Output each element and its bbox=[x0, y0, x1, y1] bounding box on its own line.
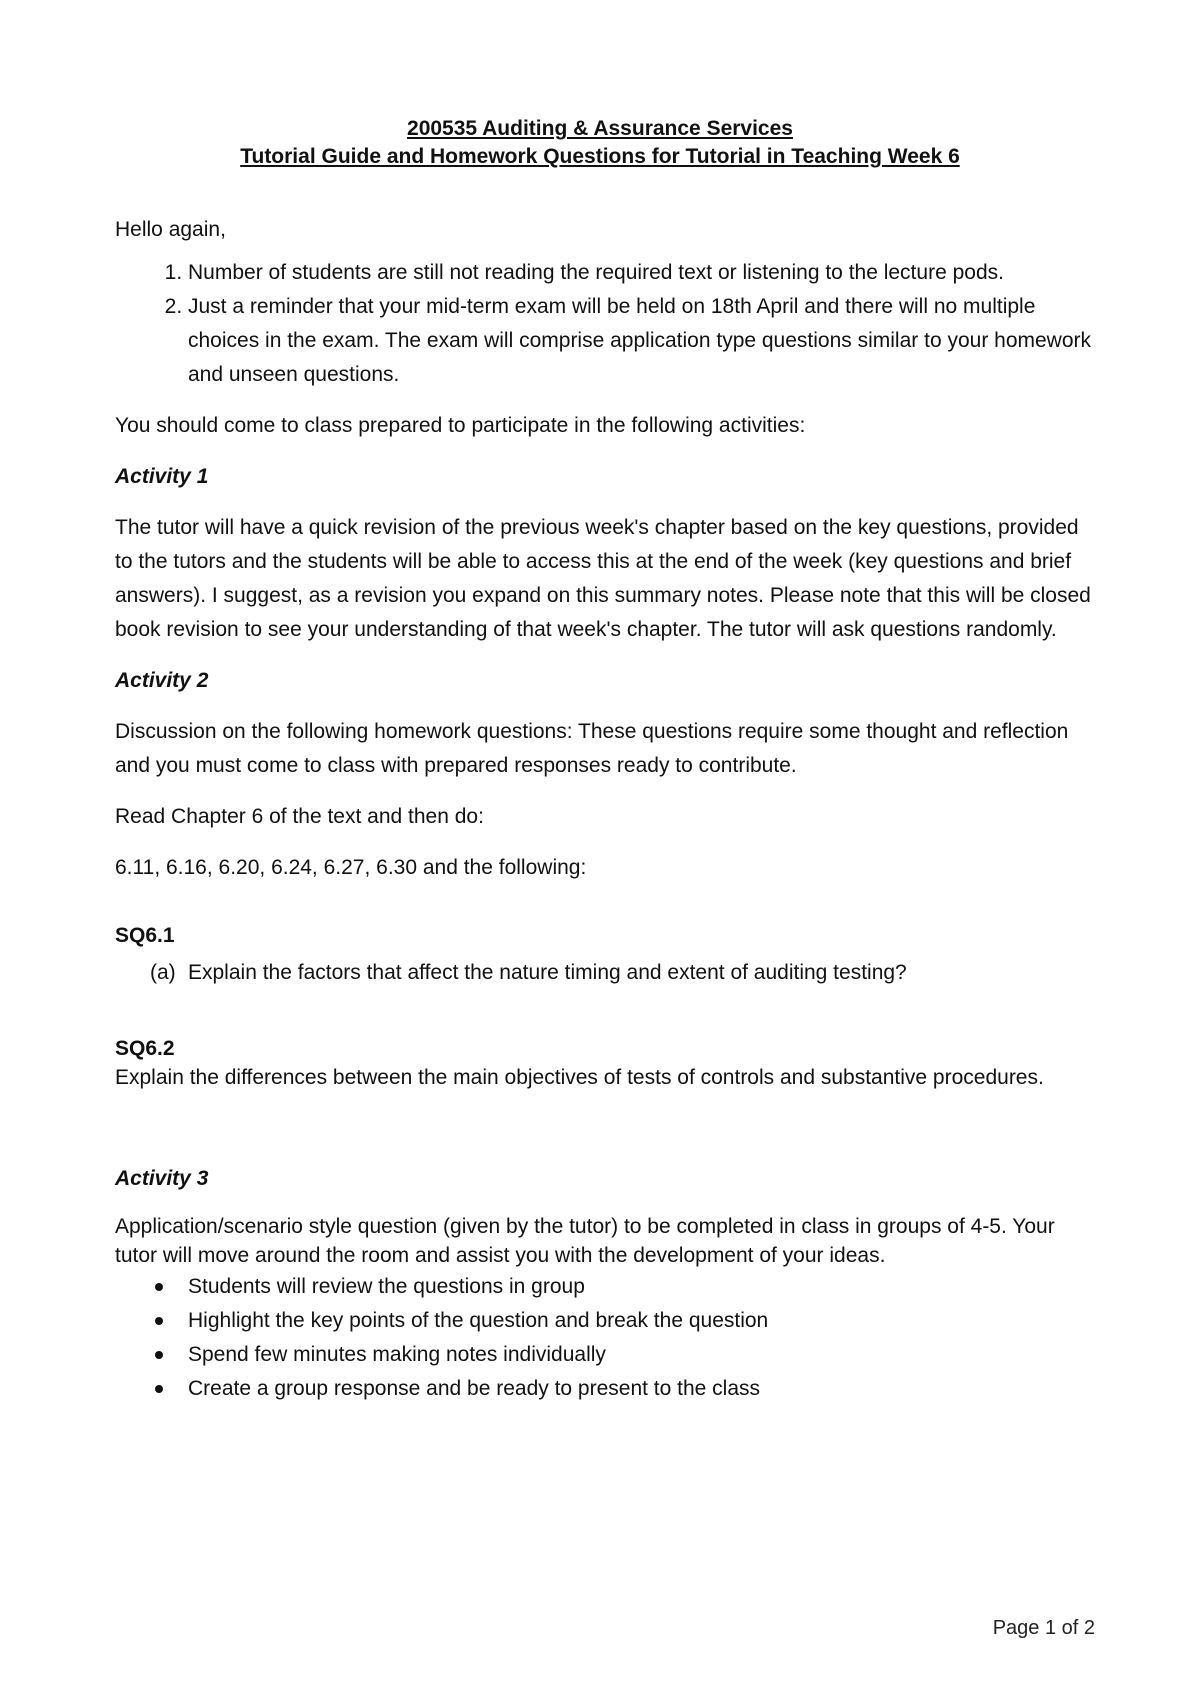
intro-text: You should come to class prepared to participate in the following activities: bbox=[115, 414, 806, 437]
activity-3-heading: Activity 3 bbox=[115, 1167, 209, 1190]
sq61-heading: SQ6.1 bbox=[115, 924, 175, 947]
activity-3-bullets bbox=[115, 1270, 1095, 1406]
note-item: 1. Number of students are still not reading the required text or listening to the lecture pods. bbox=[188, 256, 1095, 290]
sq61-text: Explain the factors that affect the nature timing and extent of auditing testing? bbox=[188, 961, 907, 984]
document-body bbox=[115, 115, 1095, 1406]
sq62-heading: SQ6.2 bbox=[115, 1037, 175, 1060]
activity-2-text: Discussion on the following homework questions: These questions require some thought and reflection and you must come to class with prepared responses ready to contribute. bbox=[115, 720, 1069, 777]
sq61-list bbox=[115, 956, 1095, 990]
notes-list bbox=[115, 256, 1095, 392]
activity-1-heading: Activity 1 bbox=[115, 465, 209, 488]
activity-2-questions: 6.11, 6.16, 6.20, 6.24, 6.27, 6.30 and the following: bbox=[115, 856, 587, 879]
title-block bbox=[105, 115, 1095, 171]
activity-2-read: Read Chapter 6 of the text and then do: bbox=[115, 805, 484, 828]
activity-1-text: The tutor will have a quick revision of the previous week's chapter based on the key questions, provided to the tutors and the students will be able to access this at the end of the week (key questions and brief answers). I suggest, as a revision you expand on this summary notes. Please note that this will be closed book revision to see your understanding of that week's chapter. The tutor will ask questions randomly. bbox=[115, 516, 1091, 641]
sq61-label: (a) bbox=[150, 961, 176, 984]
note-item: 2. Just a reminder that your mid-term exam will be held on 18th April and there will no multiple choices in the exam. The exam will comprise application type questions similar to your homework and unseen questions. bbox=[188, 290, 1095, 392]
activity-2-heading: Activity 2 bbox=[115, 669, 209, 692]
sq61-item bbox=[115, 956, 1095, 990]
bullet-item: Spend few minutes making notes individually bbox=[115, 1338, 1095, 1372]
course-title: 200535 Auditing & Assurance Services bbox=[407, 117, 793, 140]
bullet-item: Students will review the questions in group bbox=[115, 1270, 1095, 1304]
bullet-item: Highlight the key points of the question and break the question bbox=[115, 1304, 1095, 1338]
greeting: Hello again, bbox=[115, 218, 226, 241]
sq62-text: Explain the differences between the main objectives of tests of controls and substantive procedures. bbox=[115, 1066, 1044, 1089]
tutorial-subtitle: Tutorial Guide and Homework Questions for Tutorial in Teaching Week 6 bbox=[240, 145, 960, 168]
bullet-item: Create a group response and be ready to present to the class bbox=[115, 1372, 1095, 1406]
activity-3-text: Application/scenario style question (given by the tutor) to be completed in class in groups of 4-5. Your tutor will move around the room and assist you with the development of your ideas. bbox=[115, 1215, 1055, 1267]
page-number: Page 1 of 2 bbox=[992, 1617, 1095, 1639]
